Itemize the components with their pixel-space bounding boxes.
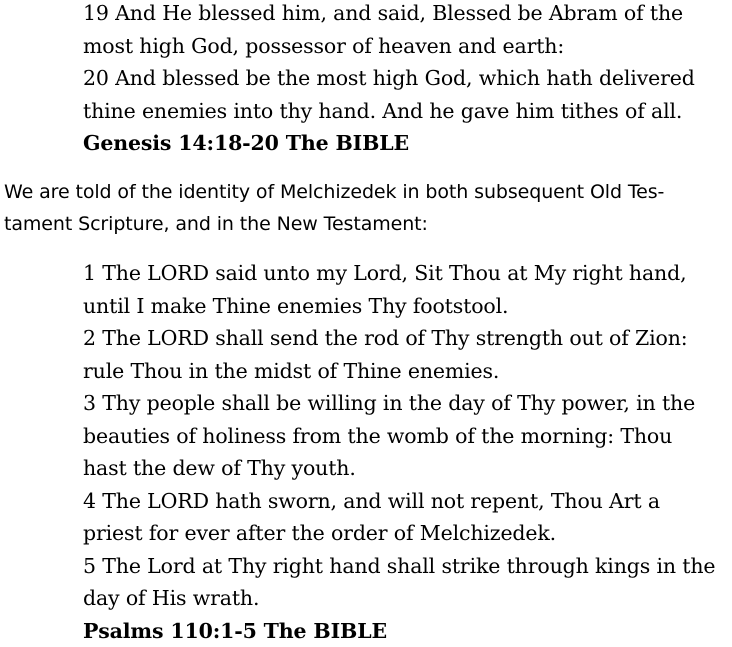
verse-line: 20 And blessed be the most high God, which hath delivered (83, 62, 722, 95)
verse-line: hast the dew of Thy youth. (83, 452, 722, 485)
scripture-quote-genesis (83, 0, 722, 160)
verse-line: day of His wrath. (83, 582, 722, 615)
commentary-line: tament Scripture, and in the New Testament: (4, 208, 718, 240)
verse-line: priest for ever after the order of Melchizedek. (83, 517, 722, 550)
verse-line: 2 The LORD shall send the rod of Thy strength out of Zion: (83, 322, 722, 355)
verse-line: 1 The LORD said unto my Lord, Sit Thou at My right hand, (83, 257, 722, 290)
citation-genesis: Genesis 14:18-20 The BIBLE (83, 127, 722, 160)
verse-line: beauties of holiness from the womb of the morning: Thou (83, 420, 722, 453)
citation-psalms: Psalms 110:1-5 The BIBLE (83, 615, 722, 647)
commentary-paragraph (4, 176, 718, 240)
verse-line: 5 The Lord at Thy right hand shall strike through kings in the (83, 550, 722, 583)
verse-line: until I make Thine enemies Thy footstool. (83, 290, 722, 323)
verse-line: thine enemies into thy hand. And he gave him tithes of all. (83, 95, 722, 128)
verse-line: 3 Thy people shall be willing in the day of Thy power, in the (83, 387, 722, 420)
commentary-line: We are told of the identity of Melchizedek in both subsequent Old Tes- (4, 176, 718, 208)
verse-line: 19 And He blessed him, and said, Blessed be Abram of the (83, 0, 722, 30)
verse-line: most high God, possessor of heaven and earth: (83, 30, 722, 63)
verse-line: rule Thou in the midst of Thine enemies. (83, 355, 722, 388)
verse-line: 4 The LORD hath sworn, and will not repent, Thou Art a (83, 485, 722, 518)
scripture-quote-psalms (83, 257, 722, 647)
